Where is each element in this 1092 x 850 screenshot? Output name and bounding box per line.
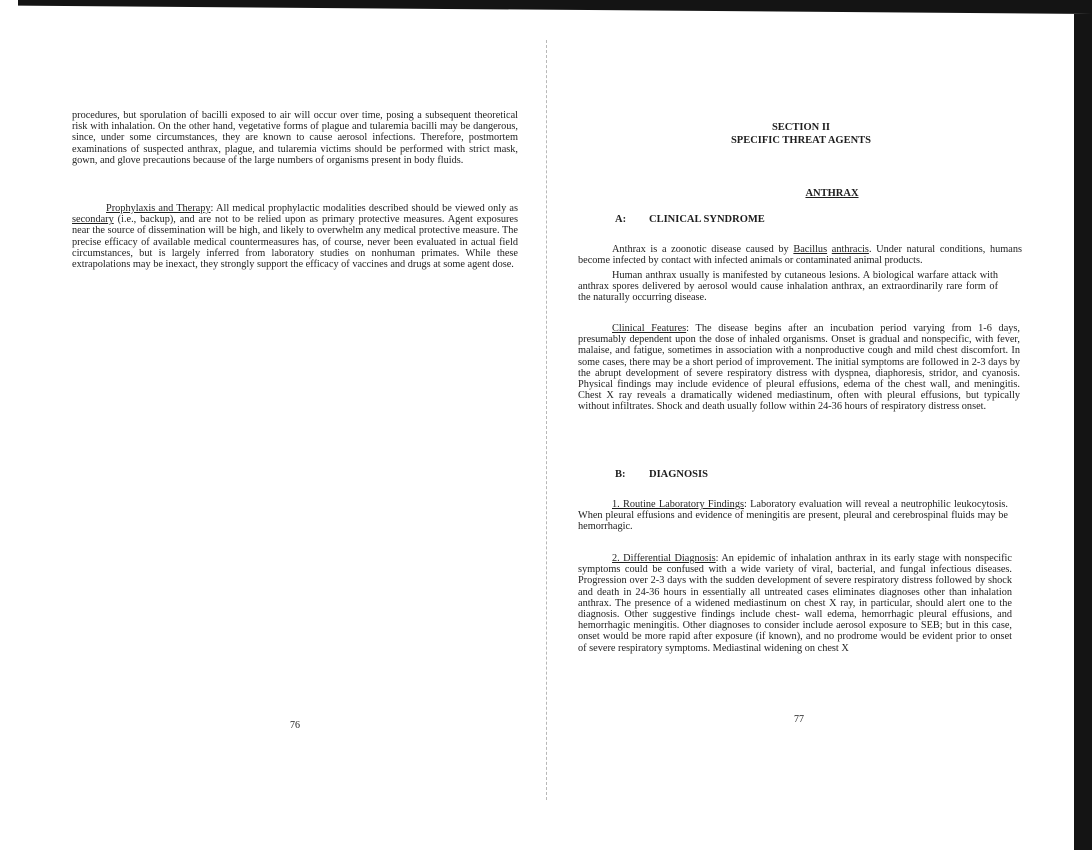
prophylaxis-text-a: : All medical prophylactic modalities described should be viewed only as xyxy=(210,203,518,214)
clinical-features-paragraph xyxy=(578,323,1020,413)
prophylaxis-text-b: (i.e., backup), and are not to be relied upon as primary protective measures. Agent exposures near the source of dissemination will be high, and likely to overwhelm any medical protective measure. The precise efficacy of available medical countermeasures has, of course, never been evaluated in actual field circumstances, but is largely inferred from laboratory studies on nonhuman primates. While these extrapolations may be inexact, they strongly support the efficacy of vaccines and drugs at some agent dose. xyxy=(72,214,518,271)
intro-paragraph-2: Human anthrax usually is manifested by cutaneous lesions. A biological warfare attack with anthrax spores delivered by aerosol would cause inhalation anthrax, an extraordinarily rare form of the naturally occurring disease. xyxy=(578,270,998,304)
heading-a-letter: A: xyxy=(615,214,627,225)
page-number-left: 76 xyxy=(290,720,300,731)
agent-title: ANTHRAX xyxy=(805,188,859,199)
book-gutter xyxy=(546,40,547,800)
scan-top-border xyxy=(18,0,1092,14)
scan-right-border xyxy=(1074,14,1092,850)
routine-lab-title: 1. Routine Laboratory Findings xyxy=(612,499,744,510)
heading-a-text: CLINICAL SYNDROME xyxy=(649,214,765,225)
intro-text-b: . Under natural conditions, humans become infected by contact with infected animals or contaminated animal products. xyxy=(578,244,1023,267)
heading-clinical-syndrome xyxy=(615,214,765,225)
species-name: anthracis xyxy=(831,244,869,255)
secondary-term: secondary xyxy=(72,214,114,226)
section-title: SECTION II xyxy=(771,122,831,133)
clinical-features-title: Clinical Features xyxy=(612,323,687,334)
clinical-features-text: : The disease begins after an incubation period varying from 1-6 days, presumably dependent upon the dose of inhaled organisms. Onset is gradual and nonspecific, with fever, malaise, and fatigue, sometimes in association with a nonproductive cough and mild chest discomfort. In some cases, there may be a short period of improvement. The initial symptoms are followed in 2-3 days by the abrupt development of severe respiratory distress with dyspnea, diaphoresis, stridor, and cyanosis. Physical findings may include evidence of pleural effusions, edema of the chest wall, and meningitis. Chest X ray reveals a dramatically widened mediastinum, often with pleural effusions, but typically without infiltrates. Shock and death usually follow within 24-36 hours of respiratory distress onset. xyxy=(578,323,1020,413)
section-subtitle: SPECIFIC THREAT AGENTS xyxy=(730,135,872,146)
prophylaxis-paragraph xyxy=(72,203,518,270)
intro-text-a: Anthrax is a zoonotic disease caused by xyxy=(612,244,794,255)
heading-b-letter: B: xyxy=(615,469,626,480)
intro-paragraph xyxy=(578,244,1022,266)
continuation-paragraph: procedures, but sporulation of bacilli exposed to air will occur over time, posing a subsequent theoretical risk with inhalation. On the other hand, vegetative forms of plague and tularemia bacilli may be dangerous, since, under some circumstances, they are known to cause aerosol infections. Therefore, postmortem examinations of suspected anthrax, plague, and tularemia victims should be performed with strict mask, gown, and glove precautions because of the large numbers of organisms present in body fluids. xyxy=(72,110,518,166)
heading-diagnosis xyxy=(615,469,708,480)
prophylaxis-title: Prophylaxis and Therapy xyxy=(106,203,211,214)
routine-lab-paragraph xyxy=(578,499,1008,533)
routine-lab-text: : Laboratory evaluation will reveal a neutrophilic leukocytosis. When pleural effusions and evidence of meningitis are present, pleural and cerebrospinal fluids may be hemorrhagic. xyxy=(578,499,1009,533)
heading-b-text: DIAGNOSIS xyxy=(649,469,708,480)
genus-name: Bacillus xyxy=(793,244,828,255)
differential-text: : An epidemic of inhalation anthrax in its early stage with nonspecific symptoms could be confused with a wide variety of viral, bacterial, and fungal infectious diseases. Progression over 2-3 days with the sudden development of severe respiratory distress followed by shock and death in 24-36 hours in essentially all untreated cases eliminates diagnoses other than inhalation anthrax. The presence of a widened mediastinum on chest X ray, in particular, should alert one to the diagnosis. Other suggestive findings include chest- wall edema, hemorrhagic pleural effusions, and hemorrhagic meningitis. Other diagnoses to consider include aerosol exposure to SEB; but in this case, onset would be more rapid after exposure (if known), and no prodrome would be evident prior to onset of severe respiratory symptoms. Mediastinal widening on chest X xyxy=(578,553,1012,654)
differential-paragraph xyxy=(578,553,1012,654)
differential-title: 2. Differential Diagnosis xyxy=(612,553,716,564)
page-number-right: 77 xyxy=(794,714,804,725)
